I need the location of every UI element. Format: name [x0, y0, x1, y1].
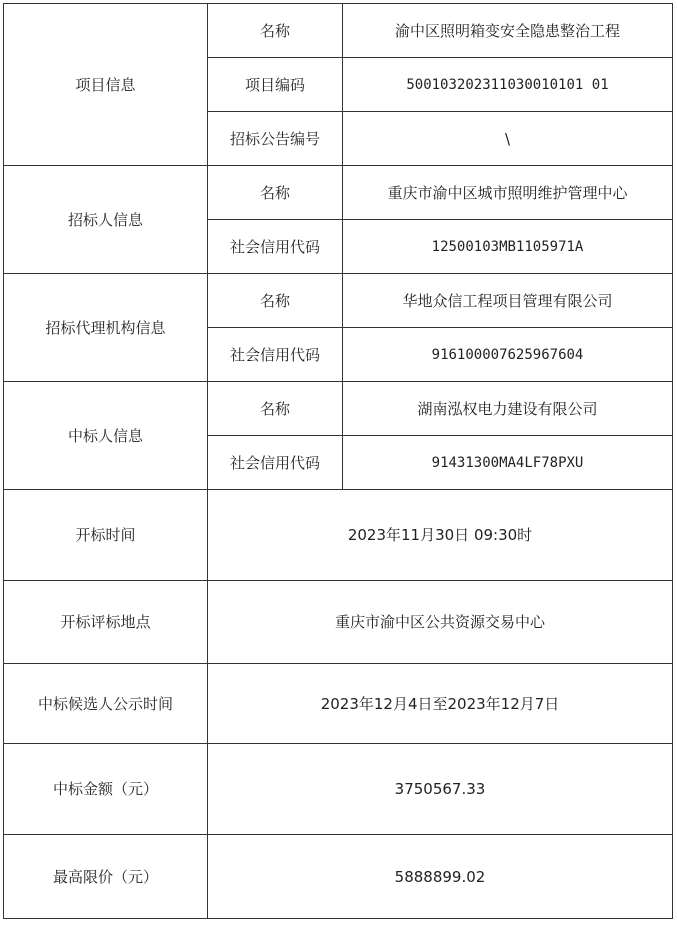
- tenderer-info-header: 招标人信息: [4, 166, 208, 274]
- amount-value: 3750567.33: [208, 744, 673, 835]
- max-price-label: 最高限价（元）: [4, 835, 208, 919]
- table-row: [4, 581, 673, 664]
- table-row: [4, 274, 673, 328]
- winner-credit-value: 91431300MA4LF78PXU: [343, 436, 673, 490]
- project-code-label: 项目编码: [208, 58, 343, 112]
- tenderer-credit-label: 社会信用代码: [208, 220, 343, 274]
- publicity-label: 中标候选人公示时间: [4, 664, 208, 744]
- tenderer-name-label: 名称: [208, 166, 343, 220]
- amount-label: 中标金额（元）: [4, 744, 208, 835]
- winner-credit-label: 社会信用代码: [208, 436, 343, 490]
- table-row: [4, 744, 673, 835]
- tenderer-credit-value: 12500103MB1105971A: [343, 220, 673, 274]
- table-row: [4, 382, 673, 436]
- publicity-value: 2023年12月4日至2023年12月7日: [208, 664, 673, 744]
- notice-number-value: \: [343, 112, 673, 166]
- agency-info-header: 招标代理机构信息: [4, 274, 208, 382]
- bid-result-table: [3, 3, 673, 919]
- table-row: [4, 664, 673, 744]
- project-code-value: 500103202311030010101 01: [343, 58, 673, 112]
- agency-credit-value: 916100007625967604: [343, 328, 673, 382]
- tenderer-name-value: 重庆市渝中区城市照明维护管理中心: [343, 166, 673, 220]
- agency-credit-label: 社会信用代码: [208, 328, 343, 382]
- winner-info-header: 中标人信息: [4, 382, 208, 490]
- project-info-header: 项目信息: [4, 4, 208, 166]
- table-row: [4, 166, 673, 220]
- winner-name-value: 湖南泓权电力建设有限公司: [343, 382, 673, 436]
- notice-number-label: 招标公告编号: [208, 112, 343, 166]
- table-row: [4, 835, 673, 919]
- open-time-label: 开标时间: [4, 490, 208, 581]
- table-row: [4, 4, 673, 58]
- project-name-label: 名称: [208, 4, 343, 58]
- agency-name-value: 华地众信工程项目管理有限公司: [343, 274, 673, 328]
- location-label: 开标评标地点: [4, 581, 208, 664]
- project-name-value: 渝中区照明箱变安全隐患整治工程: [343, 4, 673, 58]
- table-row: [4, 490, 673, 581]
- winner-name-label: 名称: [208, 382, 343, 436]
- open-time-value: 2023年11月30日 09:30时: [208, 490, 673, 581]
- max-price-value: 5888899.02: [208, 835, 673, 919]
- location-value: 重庆市渝中区公共资源交易中心: [208, 581, 673, 664]
- agency-name-label: 名称: [208, 274, 343, 328]
